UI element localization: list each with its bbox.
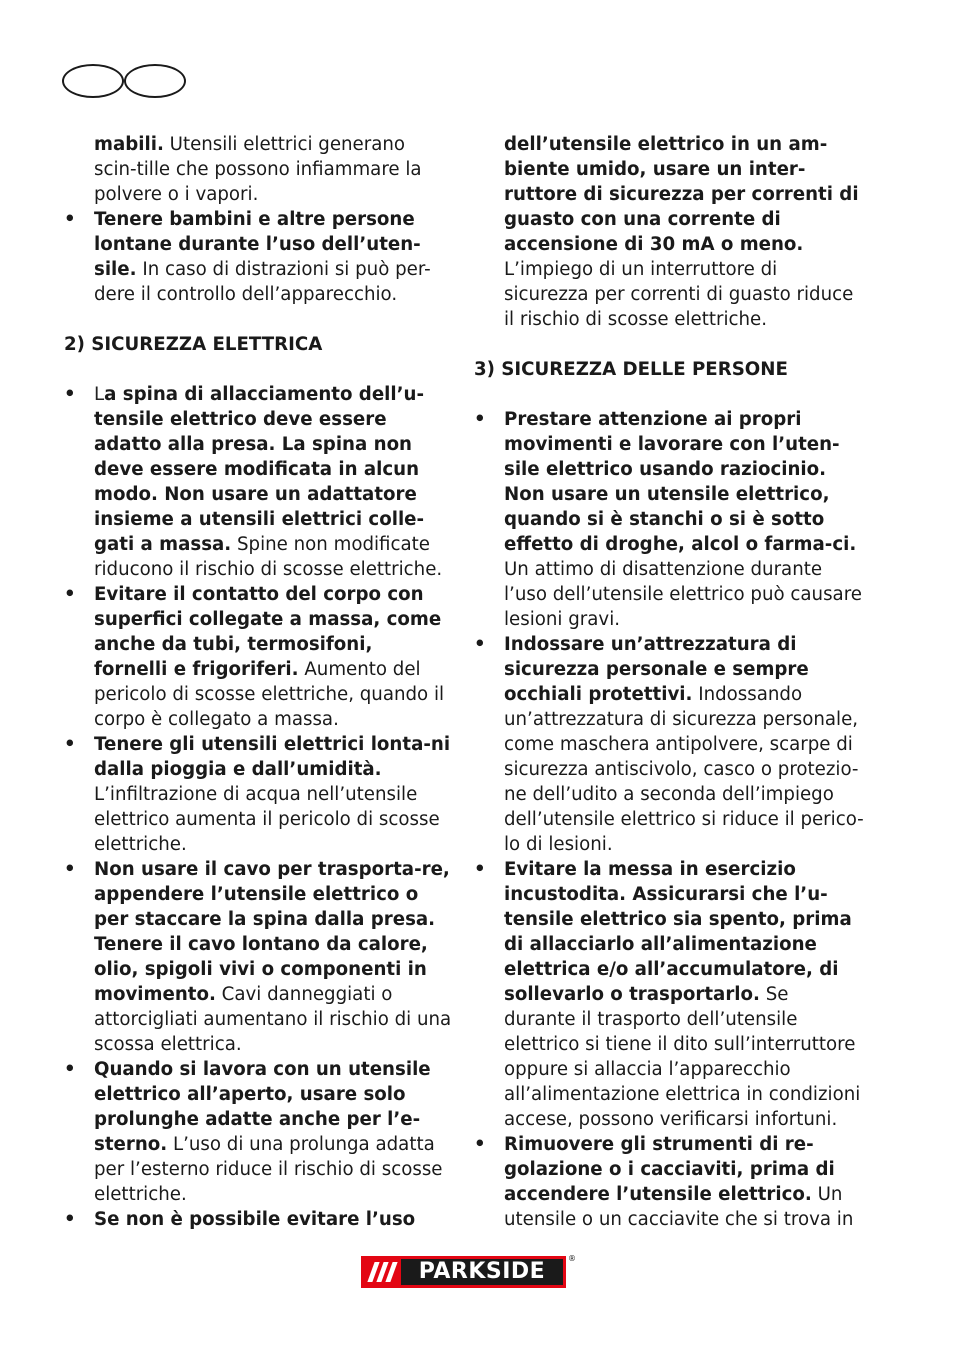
bold-text: Evitare la messa in esercizio incustodita. Assicurarsi che l’u-tensile elettrico sia spento, prima di allacciarlo all’alimentazione elettrica e/o all’accumulatore, di sollevarlo o trasportarlo. [504,859,852,1005]
bold-text: Indossare un’attrezzatura di sicurezza personale e sempre occhiali protettivi. [504,634,809,705]
bullet-item [474,1132,864,1232]
bold-text: Tenere bambini e altre persone lontane durante l’uso dell’uten-sile. [94,209,421,280]
language-badge-oval [124,64,186,98]
bullet-dot: • [64,859,76,880]
bold-text: Rimuovere gli strumenti di re-golazione o i cacciaviti, prima di accendere l’utensile elettrico. [504,1134,835,1205]
body-text: L [94,384,105,405]
bullet-item [474,407,864,632]
language-badges [62,64,190,100]
body-text: Indossando un’attrezzatura di sicurezza personale, come maschera antipolvere, scarpe di sicurezza antiscivolo, casco o protezio-ne dell’udito a seconda dell’impiego dell’utensile elettrico si riduce il perico-lo di lesioni. [504,684,864,855]
bullet-item [64,1057,452,1207]
section-heading: 2) SICUREZZA ELETTRICA [64,334,323,355]
bold-text: a spina di allacciamento dell’u-tensile elettrico deve essere adatto alla presa. La spina non deve essere modificata in alcun modo. Non usare un adattatore insieme a utensili elettrici colle-gati a massa. [94,384,425,555]
bullet-dot: • [474,634,486,655]
bullet-dot: • [64,1209,76,1230]
body-text: L’impiego di un interruttore di sicurezza per correnti di guasto riduce il rischio di scosse elettriche. [504,259,854,330]
parkside-logo [361,1254,576,1288]
bullet-item [64,732,452,857]
right-column [474,132,864,1232]
section-heading: 3) SICUREZZA DELLE PERSONE [474,359,788,380]
bullet-item [64,857,452,1057]
bullet-item [474,857,864,1132]
body-text: In caso di distrazioni si può per-dere il controllo dell’apparecchio. [94,259,431,305]
bold-text: Tenere gli utensili elettrici lonta-ni dalla pioggia e dall’umidità. [94,734,451,780]
bold-text: mabili. [94,134,164,155]
bullet-dot: • [64,734,76,755]
body-text: Un utensile o un cacciavite che si trova in [504,1184,854,1230]
bullet-dot: • [474,1134,486,1155]
bullet-item [474,632,864,857]
logo-text: PARKSIDE [418,1259,546,1284]
bullet-item [64,582,452,732]
body-text: Utensili elettrici generano scin-tille che possono infiammare la polvere o i vapori. [94,134,422,205]
logo-stripes-icon [361,1256,405,1288]
language-badge-oval [62,64,124,98]
bold-text: dell’utensile elettrico in un am-biente umido, usare un inter-ruttore di sicurezza per correnti di guasto con una corrente di accensione di 30 mA o meno. [504,134,859,255]
paragraph [64,132,452,207]
bullet-item [64,1207,452,1232]
bullet-item [64,382,452,582]
body-text: Spine non modificate riducono il rischio di scosse elettriche. [94,534,443,580]
bullet-dot: • [474,409,486,430]
body-text: L’infiltrazione di acqua nell’utensile elettrico aumenta il pericolo di scosse elettriche. [94,784,440,855]
bold-text: Se non è possibile evitare l’uso [94,1209,416,1230]
bold-text: Quando si lavora con un utensile elettrico all’aperto, usare solo prolunghe adatte anche per l’e-sterno. [94,1059,431,1155]
bold-text: Non usare il cavo per trasporta-re, appendere l’utensile elettrico o per staccare la spina dalla presa. Tenere il cavo lontano da calore, olio, spigoli vivi o componenti in movimento. [94,859,450,1005]
bullet-item [64,207,452,307]
bold-text: Prestare attenzione ai propri movimenti e lavorare con l’uten-sile elettrico usando raziocinio. Non usare un utensile elettrico, quando si è stanchi o si è sotto effetto di droghe, alcol o farma-ci. [504,409,857,555]
body-text: Un attimo di disattenzione durante l’uso dell’utensile elettrico può causare lesioni gravi. [504,559,862,630]
body-text: Aumento del pericolo di scosse elettriche, quando il corpo è collegato a massa. [94,659,445,730]
body-text: Cavi danneggiati o attorcigliati aumentano il rischio di una scossa elettrica. [94,984,452,1055]
paragraph [474,132,864,332]
bullet-dot: • [64,1059,76,1080]
bullet-dot: • [474,859,486,880]
bullet-dot: • [64,384,76,405]
bullet-dot: • [64,584,76,605]
bold-text: Evitare il contatto del corpo con superfici collegate a massa, come anche da tubi, termosifoni, fornelli e frigoriferi. [94,584,442,680]
left-column [64,132,452,1232]
registered-mark: ® [568,1254,576,1263]
body-text: Se durante il trasporto dell’utensile elettrico si tiene il dito sull’interruttore oppure si allaccia l’apparecchio all’alimentazione elettrica in condizioni accese, possono verificarsi infortuni. [504,984,861,1130]
bullet-dot: • [64,209,76,230]
body-text: L’uso di una prolunga adatta per l’esterno riduce il rischio di scosse elettriche. [94,1134,443,1205]
